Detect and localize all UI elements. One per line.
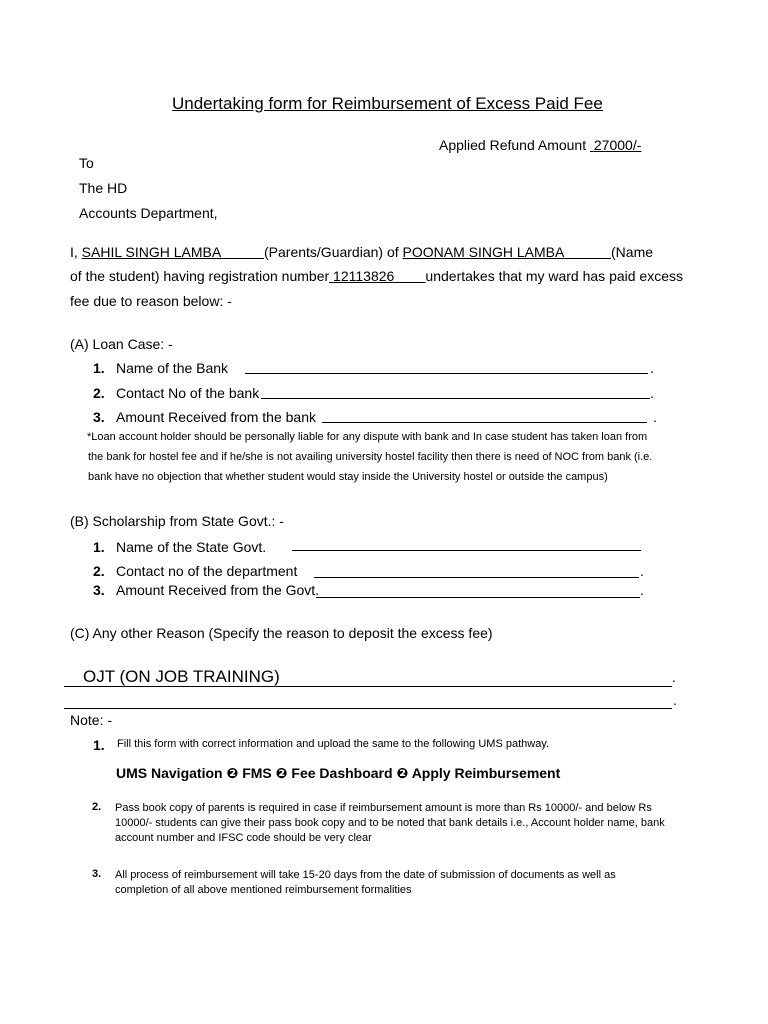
scholarship-item-1-num: 1. xyxy=(93,539,105,555)
address-hd: The HD xyxy=(79,180,128,196)
note-item-3-num: 3. xyxy=(92,868,102,880)
student-name: POONAM SINGH LAMBA xyxy=(402,244,565,260)
department-contact-field[interactable] xyxy=(314,577,639,578)
field-end-dot: . xyxy=(653,409,657,425)
refund-amount-row xyxy=(439,137,641,153)
field-end-dot: . xyxy=(650,385,654,401)
parent-name: SAHIL SINGH LAMBA xyxy=(81,244,222,260)
ums-navigation-path xyxy=(116,765,560,782)
intro-line-2 xyxy=(70,268,683,284)
address-department: Accounts Department, xyxy=(79,205,218,221)
loan-note-line-1: *Loan account holder should be personally liable for any dispute with bank and In case student has taken loan from xyxy=(87,431,648,443)
other-reason-line-2[interactable] xyxy=(64,708,672,709)
nav-step-ums: UMS Navigation xyxy=(116,765,223,781)
field-end-dot: . xyxy=(640,563,644,579)
intro-prefix: I, xyxy=(70,244,78,260)
loan-heading: (A) Loan Case: - xyxy=(70,336,173,352)
bank-amount-field[interactable] xyxy=(322,422,647,423)
other-reason-heading: (C) Any other Reason (Specify the reason to deposit the excess fee) xyxy=(70,625,493,641)
parent-label: (Parents/Guardian) of xyxy=(264,244,399,260)
scholarship-item-1-label: Name of the State Govt. xyxy=(116,539,267,555)
bank-name-field[interactable] xyxy=(245,373,648,374)
intro-line-1 xyxy=(70,244,653,260)
field-end-dot: . xyxy=(640,582,644,598)
note-heading: Note: - xyxy=(70,712,113,728)
scholarship-item-3-num: 3. xyxy=(93,582,105,598)
nav-step-apply-reimbursement: Apply Reimbursement xyxy=(411,765,561,781)
refund-label: Applied Refund Amount xyxy=(439,137,587,153)
loan-item-2-num: 2. xyxy=(93,385,105,401)
scholarship-heading: (B) Scholarship from State Govt.: - xyxy=(70,513,284,529)
loan-note-line-2: the bank for hostel fee and if he/she is not availing university hostel facility then there is need of NOC from bank (i.e. xyxy=(88,451,653,463)
registration-number: 12113826 xyxy=(333,268,395,284)
loan-item-2-label: Contact No of the bank xyxy=(116,385,260,401)
field-end-dot: . xyxy=(672,669,676,685)
nav-step-fms: FMS xyxy=(242,765,272,781)
note-item-1-num: 1. xyxy=(93,737,105,753)
state-govt-name-field[interactable] xyxy=(292,550,641,551)
registration-label: of the student) having registration number xyxy=(70,268,330,284)
field-end-dot: . xyxy=(673,692,677,708)
other-reason-answer[interactable]: OJT (ON JOB TRAINING) xyxy=(83,667,280,686)
scholarship-item-3-label: Amount Received from the Govt. xyxy=(116,582,320,598)
arrow-icon: ❷ xyxy=(396,765,409,781)
arrow-icon: ❷ xyxy=(275,765,288,781)
loan-item-3-num: 3. xyxy=(93,409,105,425)
name-label: (Name xyxy=(611,244,654,260)
scholarship-item-2-label: Contact no of the department xyxy=(116,563,298,579)
note-item-3-text: All process of reimbursement will take 15-20 days from the date of submission of documents as well as completion of all above mentioned reimbursement formalities xyxy=(115,869,616,896)
loan-item-1-label: Name of the Bank xyxy=(116,360,229,376)
field-end-dot: . xyxy=(650,360,654,376)
intro-line-3: fee due to reason below: - xyxy=(70,293,232,309)
loan-item-3-label: Amount Received from the bank xyxy=(116,409,316,425)
bank-contact-field[interactable] xyxy=(261,398,650,399)
govt-amount-field[interactable] xyxy=(316,597,640,598)
page-title: Undertaking form for Reimbursement of Excess Paid Fee xyxy=(172,94,603,113)
arrow-icon: ❷ xyxy=(226,765,239,781)
nav-step-fee-dashboard: Fee Dashboard xyxy=(291,765,393,781)
other-reason-line-1[interactable] xyxy=(64,686,672,687)
note-item-1-text: Fill this form with correct information and upload the same to the following UMS pathway. xyxy=(117,738,550,750)
note-item-2-text: Pass book copy of parents is required in case if reimbursement amount is more than Rs 10000/- and below Rs 10000/- students can give their pass book copy and to be noted that bank details i.e., Account holder name, bank account number and IFSC code should be very clear xyxy=(115,802,665,844)
note-item-2-num: 2. xyxy=(92,801,102,813)
address-to: To xyxy=(79,155,94,171)
intro-line-2-suffix: undertakes that my ward has paid excess xyxy=(425,268,683,284)
scholarship-item-2-num: 2. xyxy=(93,563,105,579)
loan-note-line-3: bank have no objection that whether student would stay inside the University hostel or outside the campus) xyxy=(88,471,608,483)
loan-item-1-num: 1. xyxy=(93,360,105,376)
refund-value: 27000/- xyxy=(593,137,642,153)
